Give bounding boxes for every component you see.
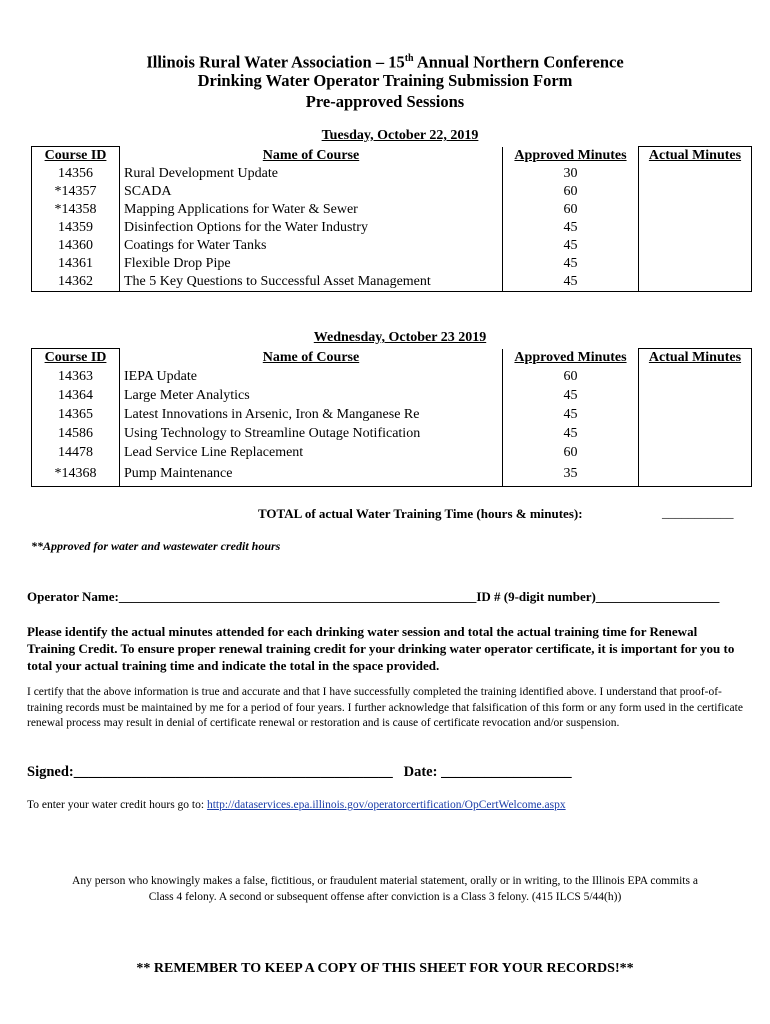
table-row: 14361 Flexible Drop Pipe 45 [32,255,752,273]
certification-statement: I certify that the above information is true and accurate and that I have successfully completed the training identified above. I understand that proof-of-training records must be maintained by me for a period of four years. I further acknowledge that falsification of this form or any form used in the certificate renewal process may result in denial of certificate renewal or restoration and is cause of certificate revocation and/or suspension. [27,686,743,729]
col-approved-minutes: Approved Minutes [503,349,639,368]
tuesday-sessions-table [31,146,752,292]
operator-name-label: Operator Name: [27,589,119,604]
wednesday-sessions-table [31,348,752,487]
table-row: 14364 Large Meter Analytics 45 [32,386,752,405]
total-input-blank[interactable]: ___________ [662,505,734,520]
tuesday-heading: Tuesday, October 22, 2019 [321,128,479,143]
credit-hours-note: To enter your water credit hours go to: http://dataservices.epa.illinois.gov/operatorcertification/OpCertWelcome.aspx [27,799,566,811]
operator-name-field[interactable]: _______________________________________________________ [118,589,477,604]
col-actual-minutes: Actual Minutes [639,147,752,166]
table-row: 14359 Disinfection Options for the Water Industry 45 [32,219,752,237]
signature-field[interactable]: ____________________________________________ [73,764,393,780]
table-row: 14478 Lead Service Line Replacement 60 [32,443,752,462]
actual-minutes-cell[interactable] [639,165,752,183]
legal-warning: Any person who knowingly makes a false, fictitious, or fraudulent material statement, orally or in writing, to the Illinois EPA commits a Class 4 felony. A second or subsequent offense after conviction is a Class 3 felony. (415 ILCS 5/44(h)) [72,875,698,903]
opcert-link[interactable]: http://dataservices.epa.illinois.gov/operatorcertification/OpCertWelcome.aspx [206,799,566,811]
approved-note: **Approved for water and wastewater credit hours [31,539,281,553]
table-row: 14362 The 5 Key Questions to Successful Asset Management 45 [32,273,752,292]
actual-minutes-cell[interactable] [639,201,752,219]
actual-minutes-cell[interactable] [639,443,752,462]
actual-minutes-cell[interactable] [639,219,752,237]
date-field[interactable]: __________________ [441,764,572,780]
wednesday-heading: Wednesday, October 23 2019 [313,330,487,345]
reminder: ** REMEMBER TO KEEP A COPY OF THIS SHEET FOR YOUR RECORDS!** [136,961,634,976]
table-row: 14356 Rural Development Update 30 [32,165,752,183]
actual-minutes-cell[interactable] [639,273,752,292]
actual-minutes-cell[interactable] [639,405,752,424]
col-course-name: Name of Course [120,147,503,166]
col-course-id: Course ID [32,349,120,368]
form-title: Drinking Water Operator Training Submission Form [197,71,573,90]
date-label: Date: [403,764,438,780]
conference-title: Illinois Rural Water Association – 15th Annual Northern Conference [146,52,624,72]
actual-minutes-cell[interactable] [639,237,752,255]
signature-line [27,764,572,781]
table-row: 14360 Coatings for Water Tanks 45 [32,237,752,255]
signed-label: Signed: [27,764,74,780]
table-row: *14368 Pump Maintenance 35 [32,462,752,486]
operator-line [27,589,719,605]
actual-minutes-cell[interactable] [639,462,752,486]
col-course-name: Name of Course [120,349,503,368]
table-row: 14363 IEPA Update 60 [32,367,752,386]
table-row: *14357 SCADA 60 [32,183,752,201]
operator-id-field[interactable]: ___________________ [595,589,720,604]
table-row: *14358 Mapping Applications for Water & Sewer 60 [32,201,752,219]
col-approved-minutes: Approved Minutes [503,147,639,166]
form-subtitle: Pre-approved Sessions [305,92,465,111]
instructions: Please identify the actual minutes attended for each drinking water session and total the actual training time for Renewal Training Credit. To ensure proper renewal training credit for your drinking water operator certificate, it is important for you to total your actual training time and indicate the total in the space provided. [27,624,735,673]
table-row: 14586 Using Technology to Streamline Outage Notification 45 [32,424,752,443]
table-row: 14365 Latest Innovations in Arsenic, Iron & Manganese Re 45 [32,405,752,424]
operator-id-label: ID # (9-digit number) [476,589,596,604]
total-label: TOTAL of actual Water Training Time (hours & minutes): [258,506,583,521]
actual-minutes-cell[interactable] [639,183,752,201]
col-course-id: Course ID [32,147,120,166]
col-actual-minutes: Actual Minutes [639,349,752,368]
actual-minutes-cell[interactable] [639,386,752,405]
actual-minutes-cell[interactable] [639,367,752,386]
actual-minutes-cell[interactable] [639,424,752,443]
actual-minutes-cell[interactable] [639,255,752,273]
